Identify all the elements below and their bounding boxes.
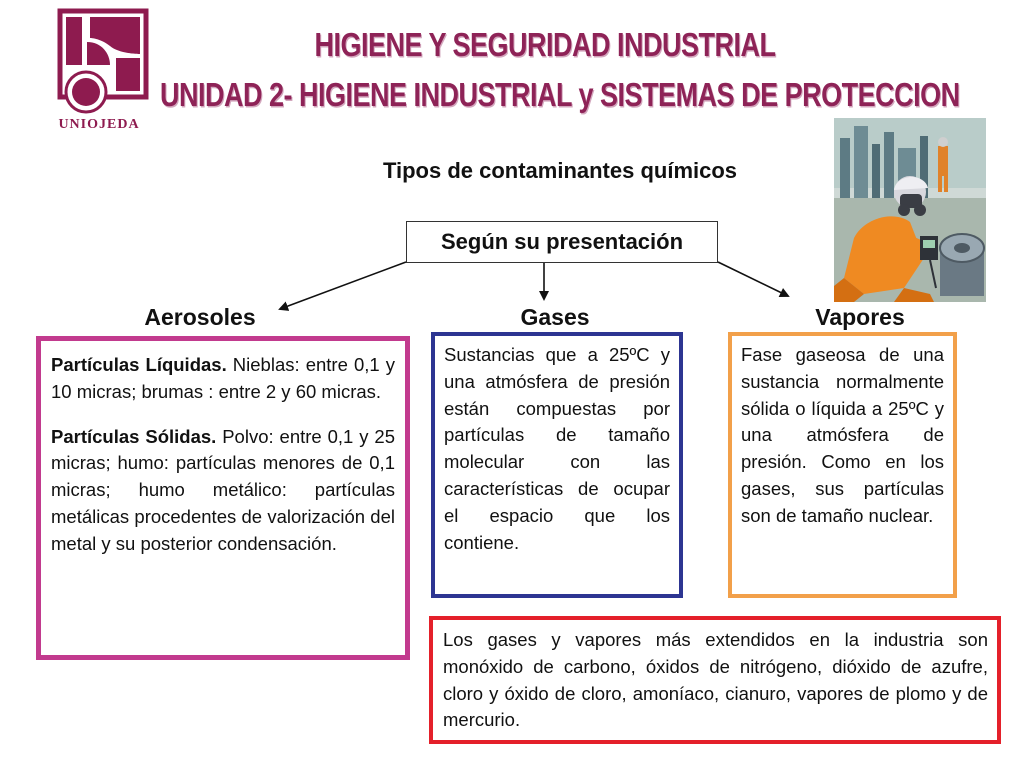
vapores-description: Fase gaseosa de una sustancia normalmente sólida o líquida a 25ºC y una atmósfera de presión. Como en los gases, sus partículas son de tamaño nuclear.: [741, 344, 944, 526]
category-gases: Gases: [520, 304, 590, 330]
page-title: Tipos de contaminantes químicos: [382, 158, 738, 183]
vapores-box: [728, 332, 957, 598]
liquid-particles-lead: Partículas Líquidas.: [51, 354, 227, 375]
unit-title: UNIDAD 2- HIGIENE INDUSTRIAL y SISTEMAS DE PROTECCION: [160, 76, 960, 114]
common-gases-box: [429, 616, 1001, 744]
gases-description: Sustancias que a 25ºC y una atmósfera de presión están compuestas por partículas de tamaño molecular con las características de ocupar el espacio que los contiene.: [444, 344, 670, 553]
liquid-particles-text: Nieblas: entre 0,1 y 10 micras; brumas : entre 2 y 60 micras.: [51, 354, 395, 402]
solid-particles-text: Polvo: entre 0,1 y 25 micras; humo: partículas menores de 0,1 micras; humo metálico: partículas metálicas procedentes de valorización del metal y su posterior condensación.: [51, 425, 395, 554]
category-vapores: Vapores: [815, 304, 905, 330]
arrow-to-vapores: [718, 262, 788, 296]
presentation-label-box: Según su presentación: [406, 221, 718, 263]
common-gases-description: Los gases y vapores más extendidos en la industria son monóxido de carbono, óxidos de nitrógeno, dióxido de azufre, cloro y óxido de cloro, amoníaco, cianuro, vapores de plomo y de mercurio.: [443, 629, 988, 731]
category-aerosoles: Aerosoles: [144, 304, 256, 330]
solid-particles-paragraph: [51, 424, 395, 558]
liquid-particles-paragraph: [51, 352, 395, 406]
logo-caption: UNIOJEDA: [58, 117, 140, 132]
gases-box: [431, 332, 683, 598]
aerosoles-box: [36, 336, 410, 660]
solid-particles-lead: Partículas Sólidas.: [51, 425, 217, 447]
arrow-to-aerosoles: [280, 262, 406, 309]
course-title: HIGIENE Y SEGURIDAD INDUSTRIAL: [314, 26, 776, 64]
